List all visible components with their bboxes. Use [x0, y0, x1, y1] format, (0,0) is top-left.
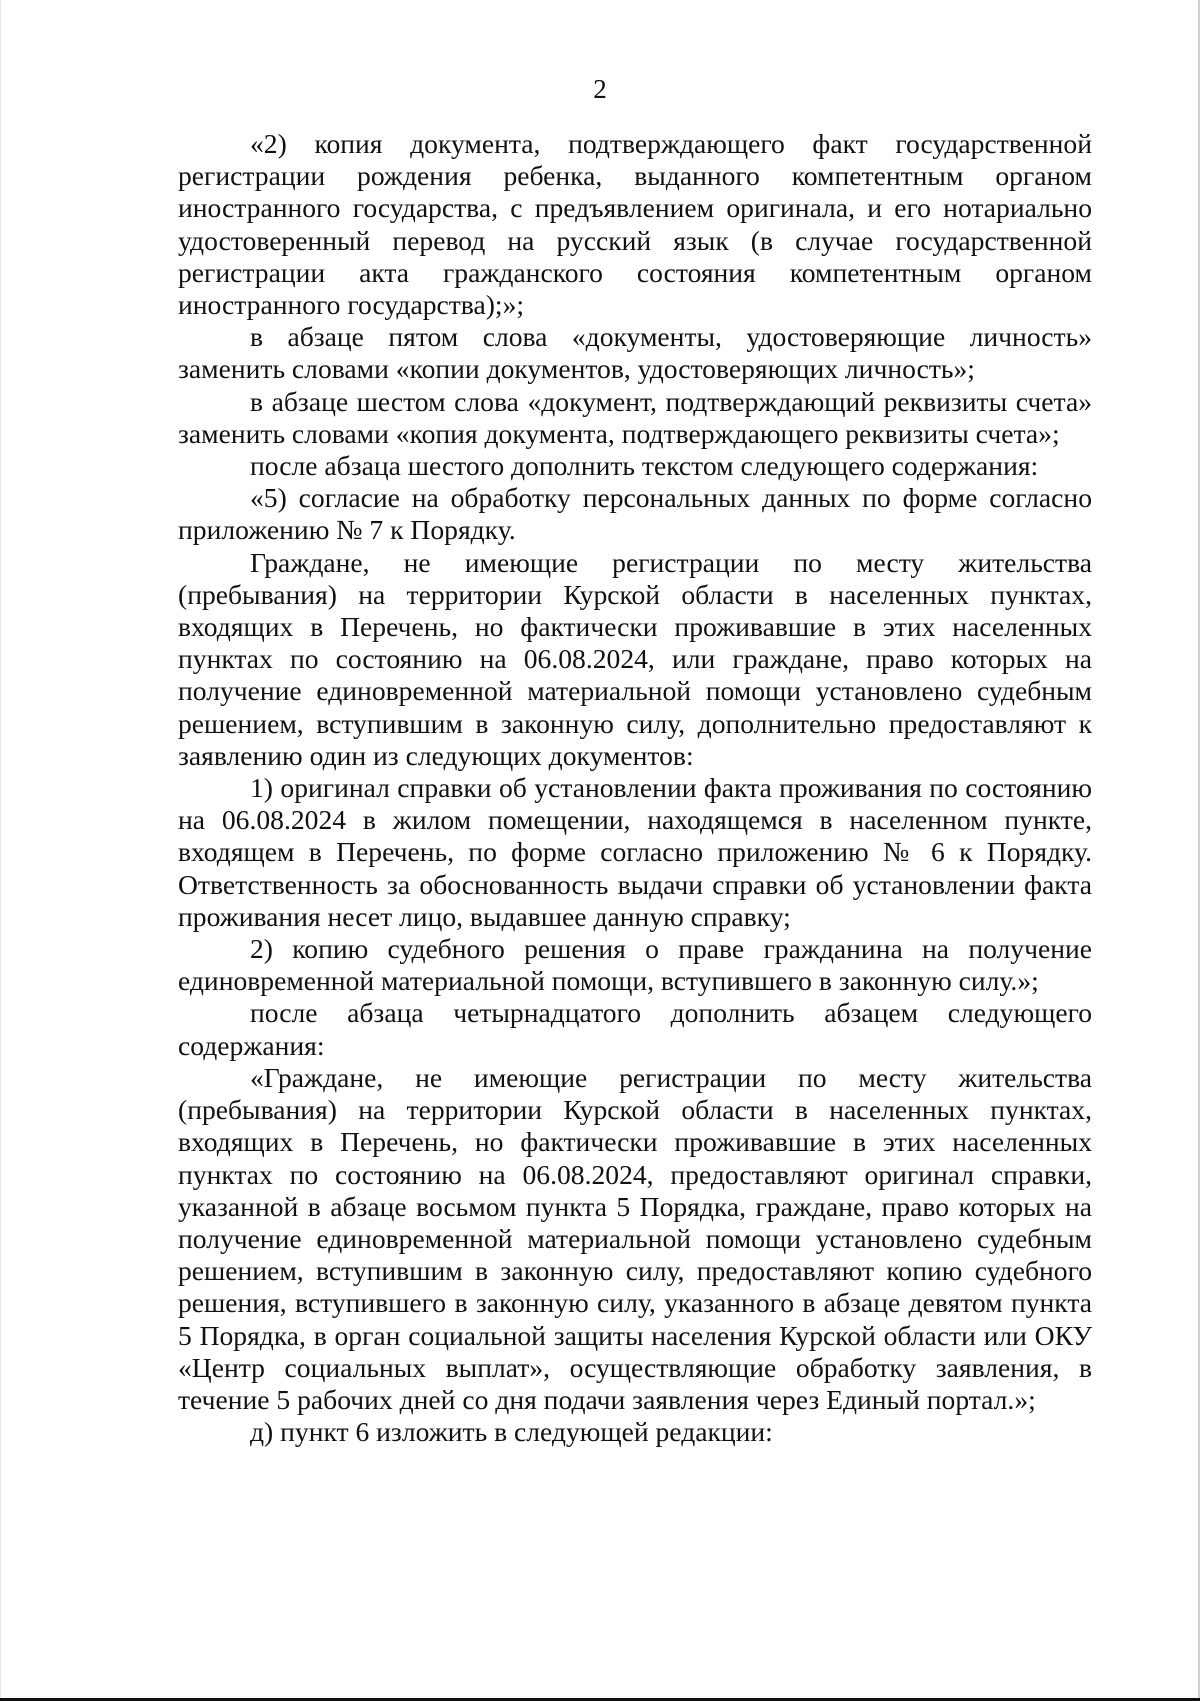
paragraph-new-abzac-citizens: «Граждане, не имеющие регистрации по месту жительства (пребывания) на территории Курской области в населенных пунктах, входящих в Перечень, но фактически проживавшие в этих населенных пунктах по состоянию на 06.08.2024, предоставляют оригинал справки, указанной в абзаце восьмом пункта 5 Порядка, граждане, право которых на получение единовременной материальной помощи установлено судебным решением, вступившим в законную силу, предоставляют копию судебного решения, вступившего в законную силу, указанного в абзаце девятом пункта 5 Порядка, в орган социальной защиты населения Курской области или ОКУ «Центр социальных выплат», осуществляющие обработку заявления, в течение 5 рабочих дней со дня подачи заявления через Единый портал.»;	[178, 1061, 1092, 1415]
paragraph-item-d-point-6: д) пункт 6 изложить в следующей редакции:	[250, 1416, 773, 1448]
paragraph-item-2-court-decision: 2) копию судебного решения о праве гражданина на получение единовременной материальной помощи, вступившего в законную силу.»;	[178, 933, 1092, 997]
paragraph-item-1-residence-certificate: 1) оригинал справки об установлении факта проживания по состоянию на 06.08.2024 в жилом помещении, находящемся в населенном пункте, входящем в Перечень, по форме согласно приложению № 6 к Порядку. Ответственность за обоснованность выдачи справки об установлении факта проживания несет лицо, выдавшее данную справку;	[178, 772, 1092, 932]
paragraph-citizens-without-registration: Граждане, не имеющие регистрации по месту жительства (пребывания) на территории Курской области в населенных пунктах, входящих в Перечень, но фактически проживавшие в этих населенных пунктах по состоянию на 06.08.2024, или граждане, право которых на получение единовременной материальной помощи установлено судебным решением, вступившим в законную силу, дополнительно предоставляют к заявлению один из следующих документов:	[178, 546, 1092, 771]
document-body	[178, 128, 1092, 1448]
paragraph-sixth-abzac-amendment: в абзаце шестом слова «документ, подтверждающий реквизиты счета» заменить словами «копия документа, подтверждающего реквизиты счета»;	[178, 385, 1092, 449]
paragraph-item-2-copy-birth-certificate: «2) копия документа, подтверждающего факт государственной регистрации рождения ребенка, выданного компетентным органом иностранного государства, с предъявлением оригинала, и его нотариально удостоверенный перевод на русский язык (в случае государственной регистрации акта гражданского состояния компетентным органом иностранного государства);»;	[178, 128, 1092, 321]
paragraph-after-fourteenth-abzac: после абзаца четырнадцатого дополнить абзацем следующего содержания:	[178, 997, 1092, 1061]
scan-edge-left	[0, 0, 1, 1701]
paragraph-item-5-consent: «5) согласие на обработку персональных данных по форме согласно приложению № 7 к Порядку.	[178, 482, 1092, 546]
paragraph-fifth-abzac-amendment: в абзаце пятом слова «документы, удостоверяющие личность» заменить словами «копии документов, удостоверяющих личность»;	[178, 321, 1092, 385]
page-number: 2	[593, 74, 607, 104]
paragraph-after-sixth-abzac: после абзаца шестого дополнить текстом следующего содержания:	[250, 450, 1039, 482]
